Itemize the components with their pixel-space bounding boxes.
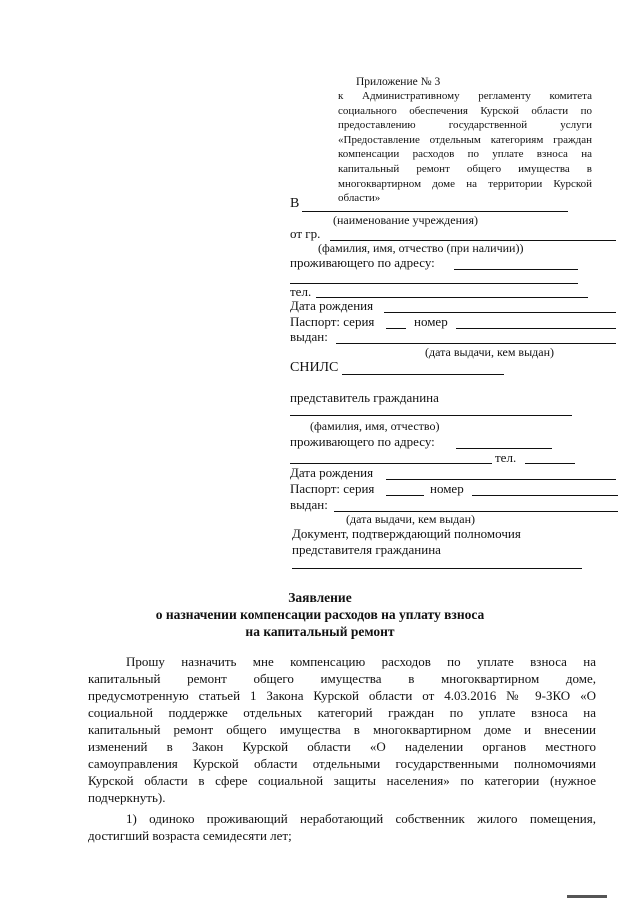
passport-number-field[interactable] bbox=[456, 328, 616, 329]
representative-heading: представитель гражданина bbox=[290, 390, 439, 405]
body-line: изменений в Закон Курской области «О наделении органов местного bbox=[88, 739, 596, 754]
representative-passport-series-field[interactable] bbox=[386, 495, 424, 496]
from-label: от гр. bbox=[290, 226, 321, 241]
appendix-line: многоквартирном доме на территории Курской bbox=[338, 177, 592, 190]
body-line: капитальный ремонт общего имущества в многоквартирном доме, bbox=[88, 671, 596, 686]
representative-address-field-2[interactable] bbox=[290, 463, 492, 464]
appendix-line: компенсации расходов по уплате взноса на bbox=[338, 148, 592, 161]
body-line: самоуправления Курской области отдельными государственными полномочиями bbox=[88, 756, 596, 771]
birth-field[interactable] bbox=[384, 312, 616, 313]
representative-doc-label: Документ, подтверждающий полномочия bbox=[292, 526, 521, 541]
institution-field[interactable] bbox=[302, 211, 568, 212]
passport-series-field[interactable] bbox=[386, 328, 406, 329]
category-item-line: 1) одиноко проживающий неработающий собственник жилого помещения, bbox=[126, 811, 596, 826]
statement-title: Заявление bbox=[288, 590, 352, 605]
address-field-2[interactable] bbox=[290, 283, 578, 284]
body-line: предусмотренную статьей 1 Закона Курской области от 4.03.2016 № 9-ЗКО «О bbox=[88, 688, 596, 703]
appendix-title: Приложение № 3 bbox=[356, 76, 441, 88]
body-line: капитальный ремонт общего имущества в многоквартирном доме и внесении bbox=[88, 722, 596, 737]
body-line: социальной поддержке отдельных категорий граждан по уплате взноса на bbox=[88, 705, 596, 720]
representative-birth-label: Дата рождения bbox=[290, 465, 374, 480]
category-item-line-2: достигший возраста семидесяти лет; bbox=[88, 828, 292, 843]
representative-residing-label: проживающего по адресу: bbox=[290, 434, 435, 449]
snils-label: СНИЛС bbox=[290, 360, 339, 375]
representative-address-field[interactable] bbox=[456, 448, 552, 449]
body-line: Прошу назначить мне компенсацию расходов по уплате взноса на bbox=[126, 654, 596, 669]
statement-subtitle: о назначении компенсации расходов на уплату взноса bbox=[155, 607, 485, 622]
statement-subtitle-2: на капитальный ремонт bbox=[245, 624, 395, 639]
representative-passport-series-label: Паспорт: серия bbox=[290, 481, 375, 496]
representative-phone-label: тел. bbox=[495, 450, 517, 465]
appendix-line: области» bbox=[338, 192, 381, 205]
representative-passport-number-field[interactable] bbox=[472, 495, 618, 496]
appendix-line: социального обеспечения Курской области по bbox=[338, 104, 592, 117]
issued-hint: (дата выдачи, кем выдан) bbox=[425, 345, 554, 359]
representative-phone-field[interactable] bbox=[525, 463, 575, 464]
scan-mark bbox=[567, 895, 607, 898]
representative-issued-hint: (дата выдачи, кем выдан) bbox=[346, 512, 475, 526]
representative-passport-number-label: номер bbox=[430, 481, 464, 496]
representative-birth-field[interactable] bbox=[386, 479, 616, 480]
representative-doc-label-2: представителя гражданина bbox=[292, 542, 441, 557]
birth-label: Дата рождения bbox=[290, 298, 374, 313]
representative-doc-field[interactable] bbox=[292, 568, 582, 569]
issued-label: выдан: bbox=[290, 329, 328, 344]
body-line: подчеркнуть). bbox=[88, 790, 166, 805]
passport-number-label: номер bbox=[414, 314, 448, 329]
address-field[interactable] bbox=[454, 269, 578, 270]
appendix-line: предоставлению государственной услуги bbox=[338, 119, 592, 132]
passport-series-label: Паспорт: серия bbox=[290, 314, 375, 329]
representative-fio-hint: (фамилия, имя, отчество) bbox=[310, 419, 440, 433]
appendix-line: к Административному регламенту комитета bbox=[338, 90, 592, 102]
residing-label: проживающего по адресу: bbox=[290, 255, 435, 270]
phone-label: тел. bbox=[290, 284, 312, 299]
appendix-line: «Предоставление отдельным категориям граждан bbox=[338, 133, 592, 146]
to-label: В bbox=[290, 196, 300, 211]
snils-field[interactable] bbox=[342, 374, 504, 375]
issued-field[interactable] bbox=[336, 343, 616, 344]
institution-hint: (наименование учреждения) bbox=[333, 213, 478, 227]
fio-hint: (фамилия, имя, отчество (при наличии)) bbox=[318, 241, 524, 255]
representative-fio-field[interactable] bbox=[290, 415, 572, 416]
body-line: Курской области в сфере социальной защиты населения» по категории (нужное bbox=[88, 773, 596, 788]
representative-issued-label: выдан: bbox=[290, 497, 328, 512]
appendix-line: капитальный ремонт общего имущества в bbox=[338, 163, 592, 175]
